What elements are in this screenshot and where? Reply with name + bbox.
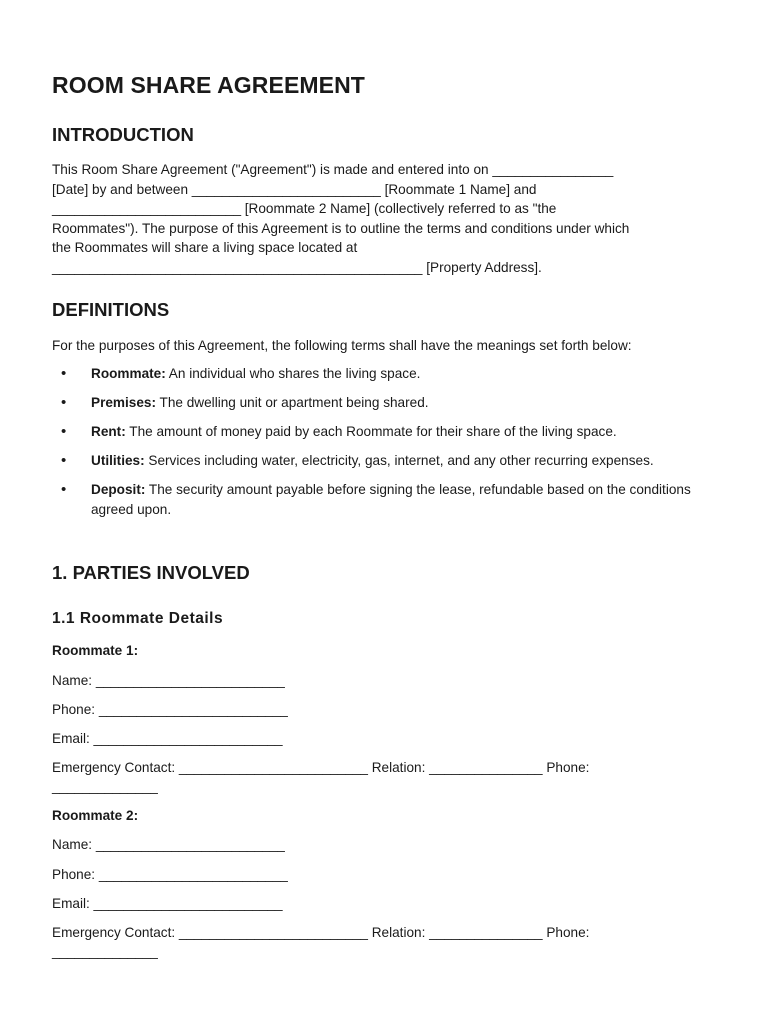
definition-term: Rent:	[91, 424, 126, 440]
roommate-1-emergency-field: Emergency Contact: _________________________ Relation: _______________ Phone:	[52, 760, 590, 775]
definition-text: The dwelling unit or apartment being shared.	[156, 395, 429, 411]
roommate-2-name-field: Name: _________________________	[52, 837, 285, 852]
roommate-1-name-field: Name: _________________________	[52, 673, 285, 688]
roommate-details-heading: 1.1 Roommate Details	[52, 610, 224, 627]
intro-line-6: _________________________________________________ [Property Address].	[52, 260, 542, 275]
intro-line-2: [Date] by and between _________________________ [Roommate 1 Name] and	[52, 182, 537, 197]
definition-term: Deposit:	[91, 482, 146, 498]
definition-item	[52, 364, 720, 384]
roommate-1-email-field: Email: _________________________	[52, 731, 283, 746]
definition-term: Utilities:	[91, 453, 145, 469]
roommate-1-phone-field: Phone: _________________________	[52, 702, 288, 717]
roommate-2-emergency-phone-blank: ______________	[52, 944, 158, 959]
definition-text: The amount of money paid by each Roommate for their share of the living space.	[125, 424, 617, 440]
definition-text: An individual who shares the living space.	[165, 366, 421, 381]
definitions-intro: For the purposes of this Agreement, the following terms shall have the meanings set forth below:	[52, 338, 632, 353]
document-title: ROOM SHARE AGREEMENT	[52, 72, 365, 98]
definition-text: Services including water, electricity, gas, internet, and any other recurring expenses.	[144, 453, 654, 469]
roommate-2-phone-field: Phone: _________________________	[52, 867, 288, 882]
roommate-1-emergency-phone-blank: ______________	[52, 779, 158, 794]
bullet-icon: •	[61, 481, 67, 499]
parties-heading: 1. PARTIES INVOLVED	[52, 562, 250, 583]
definition-term: Roommate:	[91, 366, 166, 381]
introduction-heading: INTRODUCTION	[52, 124, 194, 145]
roommate-2-label: Roommate 2:	[52, 808, 139, 823]
bullet-icon: •	[61, 452, 67, 470]
bullet-icon: •	[61, 423, 67, 441]
roommate-2-email-field: Email: _________________________	[52, 896, 283, 911]
intro-line-4: Roommates"). The purpose of this Agreement is to outline the terms and conditions under which	[52, 221, 630, 236]
intro-line-5: the Roommates will share a living space located at	[52, 240, 358, 255]
definition-item	[52, 451, 720, 471]
definitions-heading: DEFINITIONS	[52, 299, 170, 320]
bullet-icon: •	[61, 365, 67, 382]
definitions-list	[52, 364, 720, 529]
roommate-2-emergency-field: Emergency Contact: _________________________ Relation: _______________ Phone:	[52, 925, 590, 940]
bullet-icon: •	[61, 394, 67, 412]
definition-item	[52, 393, 720, 413]
definition-term: Premises:	[91, 395, 156, 411]
intro-line-3: _________________________ [Roommate 2 Name] (collectively referred to as "the	[52, 201, 557, 216]
definition-item	[52, 480, 720, 519]
roommate-1-label: Roommate 1:	[52, 643, 139, 658]
definition-item	[52, 422, 720, 442]
intro-line-1: This Room Share Agreement ("Agreement") is made and entered into on ________________	[52, 162, 614, 177]
definition-text: The security amount payable before signing the lease, refundable based on the conditions agreed upon.	[91, 482, 691, 517]
